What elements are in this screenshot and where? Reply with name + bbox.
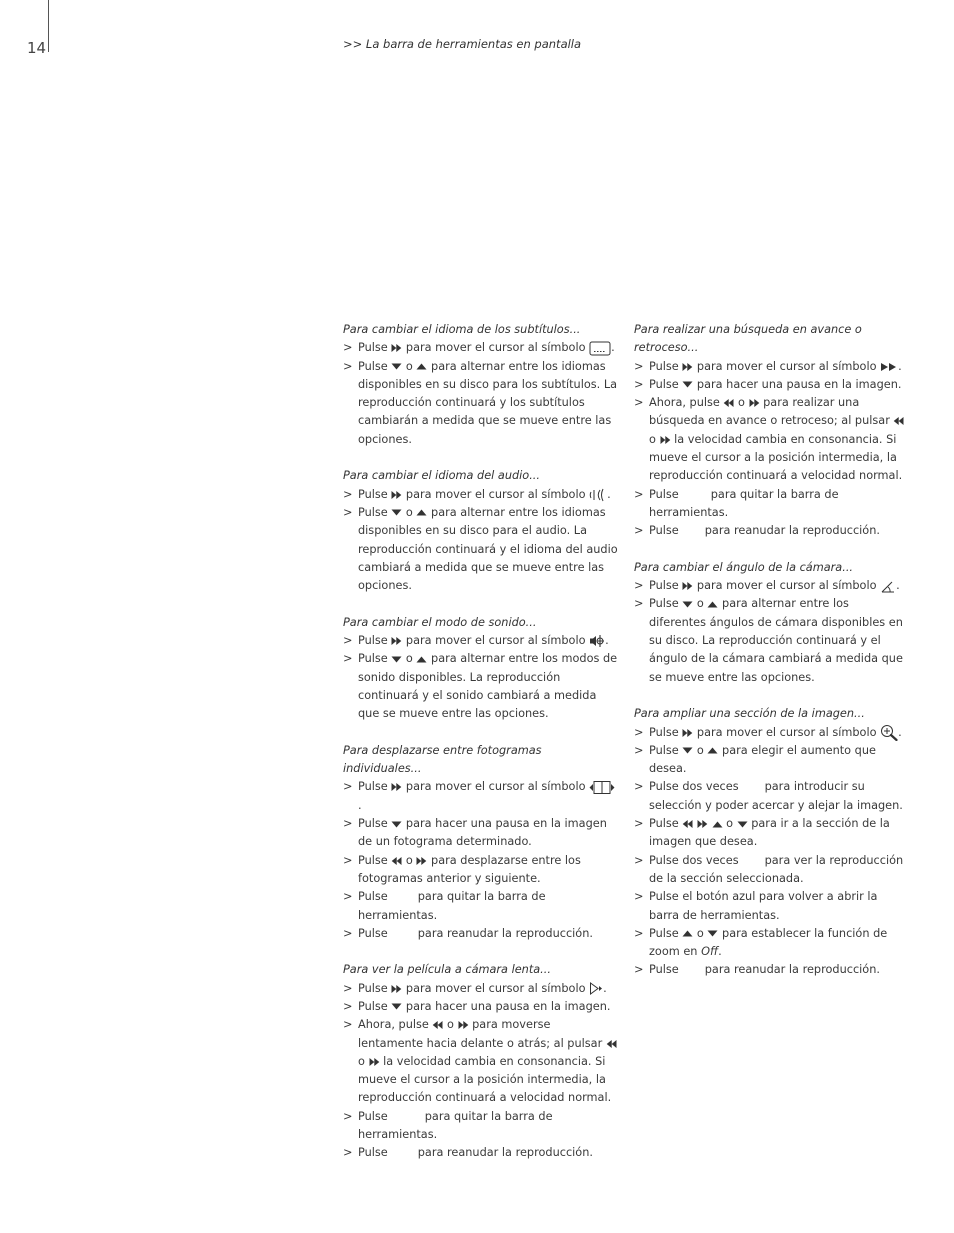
instruction-item xyxy=(634,742,909,779)
item-text: para establecer la función de zoom en xyxy=(649,926,888,959)
instruction-item xyxy=(343,852,618,889)
item-text: para hacer una pausa en la imagen. xyxy=(402,999,611,1013)
item-text: Pulse xyxy=(358,780,392,794)
bullet-marker: > xyxy=(343,652,353,666)
ffwd-icon xyxy=(391,636,402,646)
bullet-marker: > xyxy=(343,981,353,995)
slow-motion-symbol-icon xyxy=(589,981,603,996)
item-text: o xyxy=(693,597,708,611)
item-text: para realizar una búsqueda en avance o retroceso; al pulsar xyxy=(649,396,894,428)
instruction-item xyxy=(343,1016,618,1107)
instruction-item xyxy=(634,925,909,962)
instruction-item xyxy=(343,358,618,449)
item-text: Pulse xyxy=(358,652,392,666)
left-column xyxy=(343,321,618,1181)
up-arrow-icon xyxy=(416,362,427,371)
bullet-marker: > xyxy=(343,853,353,867)
ffwd-icon xyxy=(458,1020,469,1030)
up-arrow-icon xyxy=(416,655,427,664)
instruction-item xyxy=(343,486,618,504)
item-text: Pulse xyxy=(358,359,392,373)
bullet-marker: > xyxy=(634,817,644,831)
ffwd-icon xyxy=(416,856,427,866)
item-text: para reanudar la reproducción. xyxy=(417,1146,593,1160)
item-text: Pulse xyxy=(358,341,392,355)
instruction-item xyxy=(634,376,909,394)
item-text: o xyxy=(402,505,417,519)
rewind-icon xyxy=(682,819,693,829)
section-title: Para desplazarse entre fotogramas individuales... xyxy=(343,743,542,776)
zoom-symbol-icon xyxy=(880,724,898,741)
ffwd-icon xyxy=(391,343,402,353)
bullet-marker: > xyxy=(343,341,353,355)
instruction-item xyxy=(634,724,909,742)
instruction-item xyxy=(343,504,618,595)
instruction-section xyxy=(634,321,909,541)
item-text: Pulse xyxy=(358,505,392,519)
item-text: para quitar la barra de herramientas. xyxy=(358,1109,553,1142)
camera-angle-symbol-icon xyxy=(880,579,896,594)
item-text: para introducir su selección y poder acercar y alejar la imagen. xyxy=(649,780,903,812)
item-text: . xyxy=(611,341,615,355)
item-text: para quitar la barra de herramientas. xyxy=(649,487,839,519)
item-text: Off xyxy=(701,945,719,959)
instruction-item xyxy=(343,1144,618,1162)
item-text: o xyxy=(722,817,737,831)
bullet-marker: > xyxy=(343,1018,353,1032)
item-text: para ir a la sección de la imagen que desea. xyxy=(649,817,890,849)
instruction-item xyxy=(343,888,618,925)
item-text: o xyxy=(649,432,660,446)
item-text: para mover el cursor al símbolo xyxy=(402,981,590,995)
item-text: para moverse lentamente hacia delante o atrás; al pulsar xyxy=(358,1018,606,1050)
item-text: Ahora, pulse xyxy=(649,396,724,410)
item-text: Pulse xyxy=(649,963,679,977)
bullet-marker: > xyxy=(343,1146,353,1160)
item-text: la velocidad cambia en consonancia. Si mueve el cursor a la posición intermedia, la reproducción continuará a velocidad normal. xyxy=(649,432,903,483)
bullet-marker: > xyxy=(634,853,644,867)
bullet-marker: > xyxy=(634,579,644,593)
item-text: Pulse xyxy=(358,890,388,904)
instruction-item xyxy=(343,650,618,723)
rewind-icon xyxy=(606,1039,617,1049)
up-arrow-icon xyxy=(707,600,718,609)
instruction-item xyxy=(634,394,909,485)
item-text: Pulse el botón azul para volver a abrir la barra de herramientas. xyxy=(649,890,878,922)
item-text: Pulse xyxy=(358,634,392,648)
section-title: Para cambiar el idioma de los subtítulos... xyxy=(343,323,581,336)
instruction-item xyxy=(343,925,618,943)
instruction-item xyxy=(343,998,618,1016)
up-arrow-icon xyxy=(682,929,693,938)
item-text: para mover el cursor al símbolo xyxy=(402,341,590,355)
item-text: . xyxy=(603,981,607,995)
running-head: >> La barra de herramientas en pantalla xyxy=(343,37,582,51)
item-text: Pulse xyxy=(649,817,683,831)
item-text: para reanudar la reproducción. xyxy=(704,963,880,977)
instruction-item xyxy=(634,358,909,376)
item-text: Pulse xyxy=(649,359,683,373)
section-title: Para cambiar el idioma del audio... xyxy=(343,469,540,483)
rewind-icon xyxy=(391,856,402,866)
instruction-item xyxy=(343,632,618,650)
down-arrow-icon xyxy=(391,655,402,664)
item-text: para hacer una pausa en la imagen. xyxy=(693,377,902,391)
bullet-marker: > xyxy=(634,743,644,757)
instruction-section xyxy=(343,614,618,724)
instruction-section xyxy=(343,321,618,449)
instruction-section xyxy=(634,559,909,687)
item-text: Pulse xyxy=(358,1109,388,1123)
instruction-item xyxy=(343,1108,618,1145)
bullet-marker: > xyxy=(343,926,353,940)
item-text: . xyxy=(718,945,722,959)
down-arrow-icon xyxy=(391,508,402,517)
instruction-section xyxy=(634,705,909,979)
ffwd-icon xyxy=(682,728,693,738)
bullet-marker: > xyxy=(634,359,644,373)
bullet-marker: > xyxy=(634,725,644,739)
rewind-icon xyxy=(893,416,904,426)
item-text: para desplazarse entre los fotogramas anterior y siguiente. xyxy=(358,853,581,885)
instruction-section xyxy=(343,467,618,595)
instruction-item xyxy=(634,522,909,540)
item-text: para mover el cursor al símbolo xyxy=(693,725,881,739)
instruction-item xyxy=(634,486,909,523)
item-text: la velocidad cambia en consonancia. Si mueve el cursor a la posición intermedia, la reproducción continuará a velocidad normal. xyxy=(358,1054,612,1105)
ffwd-icon xyxy=(682,581,693,591)
sound-mode-symbol-icon xyxy=(589,633,605,649)
item-text: . xyxy=(358,798,362,812)
item-text: o xyxy=(358,1054,369,1068)
instruction-section xyxy=(343,961,618,1162)
up-arrow-icon xyxy=(707,746,718,755)
instruction-item xyxy=(343,339,618,357)
item-text: . xyxy=(607,487,611,501)
instruction-section xyxy=(343,742,618,943)
ffwd-icon xyxy=(682,362,693,372)
bullet-marker: > xyxy=(343,999,353,1013)
instruction-item xyxy=(634,852,909,889)
bullet-marker: > xyxy=(634,963,644,977)
bullet-marker: > xyxy=(343,817,353,831)
bullet-marker: > xyxy=(634,377,644,391)
page-number: 14 xyxy=(27,39,47,57)
item-text: Pulse xyxy=(649,926,683,940)
bullet-marker: > xyxy=(343,359,353,373)
instruction-item xyxy=(634,778,909,815)
item-text: para alternar entre los modos de sonido disponibles. La reproducción continuará y el sonido cambiará a medida que se mueve entre las opciones. xyxy=(358,652,618,721)
rewind-icon xyxy=(432,1020,443,1030)
item-text: para alternar entre los diferentes ángulos de cámara disponibles en su disco. La reproducción continuará y el ángulo de la cámara cambiará a medida que se mueve entre las opciones. xyxy=(649,597,903,684)
instruction-item xyxy=(634,577,909,595)
down-arrow-icon xyxy=(391,1002,402,1011)
bullet-marker: > xyxy=(343,505,353,519)
down-arrow-icon xyxy=(391,820,402,829)
instruction-item xyxy=(634,815,909,852)
item-text: Pulse xyxy=(649,487,679,501)
down-arrow-icon xyxy=(737,820,748,829)
item-text: Pulse xyxy=(649,579,683,593)
right-column xyxy=(634,321,909,998)
bullet-marker: > xyxy=(343,780,353,794)
bullet-marker: > xyxy=(634,926,644,940)
item-text: Pulse xyxy=(649,597,683,611)
item-text: para mover el cursor al símbolo xyxy=(402,487,590,501)
item-text: o xyxy=(402,853,417,867)
item-text: para reanudar la reproducción. xyxy=(704,524,880,538)
up-arrow-icon xyxy=(416,508,427,517)
item-text: Pulse dos veces xyxy=(649,853,739,867)
instruction-item xyxy=(634,961,909,979)
item-text: . xyxy=(605,634,609,648)
bullet-marker: > xyxy=(343,1109,353,1123)
section-title: Para ver la película a cámara lenta... xyxy=(343,963,551,977)
bullet-marker: > xyxy=(343,634,353,648)
item-text: para alternar entre los idiomas disponibles en su disco para los subtítulos. La reproducción continuará y los subtítulos cambiarán a medida que se mueve entre las opciones. xyxy=(358,359,618,446)
bullet-marker: > xyxy=(634,597,644,611)
section-title: Para cambiar el modo de sonido... xyxy=(343,615,537,629)
section-title: Para cambiar el ángulo de la cámara... xyxy=(634,560,853,574)
ffwd-icon xyxy=(391,490,402,500)
instruction-item xyxy=(343,778,618,815)
item-text: Pulse xyxy=(358,853,392,867)
margin-rule xyxy=(48,0,49,52)
bullet-marker: > xyxy=(634,890,644,904)
bullet-marker: > xyxy=(343,487,353,501)
item-text: . xyxy=(898,359,902,373)
audio-language-symbol-icon xyxy=(589,487,607,503)
down-arrow-icon xyxy=(707,929,718,938)
down-arrow-icon xyxy=(682,600,693,609)
section-title: Para ampliar una sección de la imagen... xyxy=(634,707,865,721)
bullet-marker: > xyxy=(634,780,644,794)
rewind-icon xyxy=(723,398,734,408)
item-text: Pulse xyxy=(358,926,388,940)
item-text: Pulse dos veces xyxy=(649,780,739,794)
item-text: . xyxy=(896,579,900,593)
item-text: Pulse xyxy=(649,743,683,757)
bullet-marker: > xyxy=(634,396,644,410)
ffwd-icon xyxy=(697,819,708,829)
item-text: o xyxy=(402,652,417,666)
item-text: para hacer una pausa en la imagen de un fotograma determinado. xyxy=(358,817,607,849)
search-symbol-icon xyxy=(880,361,898,373)
item-text: o xyxy=(693,926,708,940)
ffwd-icon xyxy=(369,1057,380,1067)
bullet-marker: > xyxy=(634,487,644,501)
ffwd-icon xyxy=(660,435,671,445)
down-arrow-icon xyxy=(682,380,693,389)
down-arrow-icon xyxy=(391,362,402,371)
item-text: para mover el cursor al símbolo xyxy=(402,634,590,648)
up-arrow-icon xyxy=(712,820,723,829)
bullet-marker: > xyxy=(343,890,353,904)
frame-step-symbol-icon xyxy=(589,780,615,795)
item-text: para mover el cursor al símbolo xyxy=(693,359,881,373)
bullet-marker: > xyxy=(634,524,644,538)
instruction-item xyxy=(634,888,909,925)
item-text: o xyxy=(443,1018,458,1032)
item-text: Pulse xyxy=(358,981,392,995)
item-text: para elegir el aumento que desea. xyxy=(649,743,876,776)
item-text: Pulse xyxy=(649,377,683,391)
item-text: Pulse xyxy=(649,524,679,538)
item-text: Pulse xyxy=(649,725,683,739)
down-arrow-icon xyxy=(682,746,693,755)
item-text: o xyxy=(402,359,417,373)
section-title: Para realizar una búsqueda en avance o retroceso... xyxy=(634,323,862,355)
item-text: o xyxy=(693,743,708,757)
subtitle-symbol-icon xyxy=(589,341,611,356)
ffwd-icon xyxy=(391,782,402,792)
item-text: . xyxy=(898,725,902,739)
item-text: para alternar entre los idiomas disponibles en su disco para el audio. La reproducción continuará y el idioma del audio cambiará a medida que se mueve entre las opciones. xyxy=(358,505,618,593)
item-text: Pulse xyxy=(358,1146,388,1160)
item-text: para mover el cursor al símbolo xyxy=(402,780,590,794)
ffwd-icon xyxy=(391,984,402,994)
item-text: para mover el cursor al símbolo xyxy=(693,579,881,593)
item-text: Pulse xyxy=(358,817,392,831)
item-text: para ver la reproducción de la sección seleccionada. xyxy=(649,853,904,885)
item-text: Pulse xyxy=(358,999,392,1013)
ffwd-icon xyxy=(749,398,760,408)
item-text: para reanudar la reproducción. xyxy=(417,926,593,940)
item-text: o xyxy=(734,396,749,410)
item-text: Pulse xyxy=(358,487,392,501)
instruction-item xyxy=(343,980,618,998)
instruction-item xyxy=(634,595,909,686)
item-text: Ahora, pulse xyxy=(358,1018,433,1032)
instruction-item xyxy=(343,815,618,852)
item-text: para quitar la barra de herramientas. xyxy=(358,890,546,922)
